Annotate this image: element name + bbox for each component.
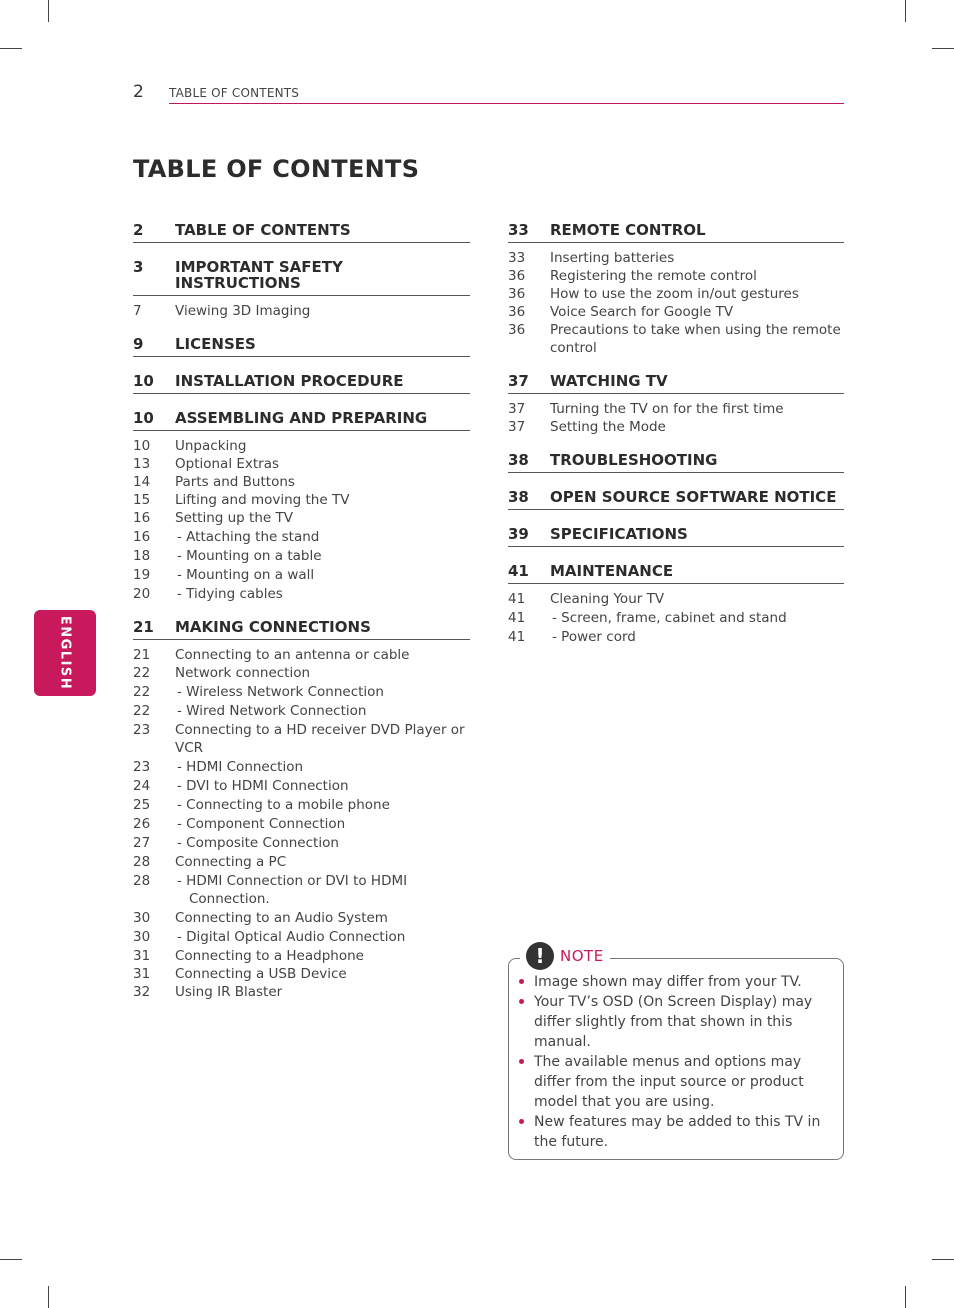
header-title: TABLE OF CONTENTS [169,86,300,100]
toc-entry-page: 13 [133,456,151,472]
toc-section-title: ASSEMBLING AND PREPARING [175,409,428,427]
toc-entry-title: - Connecting to a mobile phone [177,797,390,813]
toc-entry-title: - Wired Network Connection [177,703,367,719]
toc-entry [133,702,470,720]
toc-entry-page: 10 [133,438,151,454]
toc-entry-page: 36 [508,322,526,338]
toc-section-heading [508,222,844,243]
toc-entry-page: 7 [133,303,142,319]
toc-entry-page: 18 [133,548,151,564]
header-page-number: 2 [133,82,144,102]
toc-section [133,410,470,603]
toc-section-page: 38 [508,451,529,469]
note-item-text: The available menus and options may differ from the input source or product model that you are using. [534,1054,804,1110]
toc-entry-title: How to use the zoom in/out gestures [550,286,799,302]
note-item-text: Your TV’s OSD (On Screen Display) may differ slightly from that shown in this manual. [534,994,813,1050]
crop-mark [48,1286,49,1308]
toc-section-page: 3 [133,258,144,276]
toc-entry-page: 26 [133,816,151,832]
toc-section-title: LICENSES [175,335,256,353]
toc-entry-title: - Wireless Network Connection [177,684,384,700]
toc-entry [133,758,470,776]
crop-mark [0,1259,22,1260]
toc-entry-title: Lifting and moving the TV [175,492,350,508]
toc-entry [133,528,470,546]
toc-section-heading [133,259,470,296]
toc-entry [133,796,470,814]
toc-section [133,619,470,1001]
crop-mark [48,0,49,22]
toc-section-heading [133,222,470,243]
toc-section [508,222,844,357]
toc-section-title: TROUBLESHOOTING [550,451,718,469]
toc-entry [133,928,470,946]
toc-section-page: 10 [133,372,154,390]
toc-entry-page: 14 [133,474,151,490]
note-item [518,972,836,992]
toc-entry-title: - HDMI Connection or DVI to HDMI Connection. [177,873,408,907]
toc-entry-page: 32 [133,984,151,1000]
toc-entry-title: Connecting a USB Device [175,966,347,982]
toc-entry-page: 27 [133,835,151,851]
toc-section-page: 37 [508,372,529,390]
toc-entry-title: Setting up the TV [175,510,293,526]
toc-entry-page: 22 [133,684,151,700]
toc-section-heading [133,336,470,357]
toc-entry-title: Connecting to a Headphone [175,948,364,964]
toc-section [508,489,844,510]
toc-entry [133,585,470,603]
toc-section-title: REMOTE CONTROL [550,221,706,239]
toc-entry-page: 16 [133,529,151,545]
bullet-icon [519,1119,524,1124]
toc-section-heading [133,410,470,431]
bullet-icon [519,979,524,984]
toc-entry-title: Connecting a PC [175,854,287,870]
crop-mark [932,1259,954,1260]
toc-entry-page: 36 [508,268,526,284]
toc-entry-page: 23 [133,759,151,775]
toc-entry [508,609,844,627]
toc-entry-title: - Tidying cables [177,586,283,602]
toc-entry-page: 30 [133,929,151,945]
toc-section [508,563,844,646]
toc-entry-title: Parts and Buttons [175,474,295,490]
toc-section-title: INSTALLATION PROCEDURE [175,372,404,390]
toc-entry-title: - Component Connection [177,816,346,832]
toc-entry-page: 28 [133,873,151,889]
toc-entry [508,303,844,321]
toc-entry [508,590,844,608]
crop-mark [932,48,954,49]
toc-entry-page: 31 [133,966,151,982]
toc-entry-page: 23 [133,722,151,738]
toc-entry [133,983,470,1001]
crop-mark [905,0,906,22]
note-item [518,1112,836,1152]
toc-section-page: 38 [508,488,529,506]
toc-entry-title: Unpacking [175,438,247,454]
toc-entry [133,302,470,320]
toc-entry [133,509,470,527]
toc-section-title: MAINTENANCE [550,562,674,580]
toc-entry-page: 41 [508,610,526,626]
toc-entry-title: Cleaning Your TV [550,591,665,607]
bullet-icon [519,1059,524,1064]
toc-entry-page: 20 [133,586,151,602]
toc-section-heading [133,619,470,640]
toc-entry-page: 22 [133,703,151,719]
toc-section-page: 9 [133,335,144,353]
toc-entry [133,853,470,871]
toc-entry [508,321,844,357]
toc-entry [133,815,470,833]
toc-left-column [133,222,470,1017]
toc-entry-page: 36 [508,286,526,302]
toc-entry [133,683,470,701]
toc-entry-title: Connecting to an Audio System [175,910,388,926]
toc-entry-title: - Composite Connection [177,835,339,851]
toc-section-heading [508,563,844,584]
toc-entry-page: 41 [508,591,526,607]
toc-entry-title: Network connection [175,665,311,681]
exclamation-icon: ! [526,942,554,970]
toc-entry [508,628,844,646]
crop-mark [0,48,22,49]
toc-entry [133,566,470,584]
toc-entry-page: 19 [133,567,151,583]
toc-section-heading [508,489,844,510]
note-item-text: Image shown may differ from your TV. [534,974,802,990]
toc-entry-title: - HDMI Connection [177,759,304,775]
toc-section-title: SPECIFICATIONS [550,525,688,543]
toc-section-title: TABLE OF CONTENTS [175,221,351,239]
toc-entry [133,491,470,509]
toc-section-title: IMPORTANT SAFETY INSTRUCTIONS [175,258,343,292]
note-list [518,972,836,1152]
toc-entry-page: 25 [133,797,151,813]
toc-section-page: 2 [133,221,144,239]
toc-section-page: 33 [508,221,529,239]
toc-entry [133,909,470,927]
toc-section [133,373,470,394]
language-tab-label: ENGLISH [57,615,73,691]
toc-entry [508,400,844,418]
toc-section-page: 39 [508,525,529,543]
toc-entry [133,947,470,965]
bullet-icon [519,999,524,1004]
toc-entry-title: Voice Search for Google TV [550,304,734,320]
toc-entry-title: - Attaching the stand [177,529,320,545]
toc-entry-title: Connecting to a HD receiver DVD Player or VCR [175,722,465,756]
toc-entry-page: 36 [508,304,526,320]
toc-entry-page: 37 [508,401,526,417]
toc-section-heading [508,373,844,394]
toc-entry-page: 30 [133,910,151,926]
toc-entry-title: Using IR Blaster [175,984,283,1000]
toc-section [133,336,470,357]
toc-section-heading [133,373,470,394]
toc-section [508,373,844,436]
toc-entry-title: Registering the remote control [550,268,757,284]
toc-entry [133,777,470,795]
note-item-text: New features may be added to this TV in the future. [534,1114,821,1150]
toc-entry-page: 41 [508,629,526,645]
toc-entry-page: 16 [133,510,151,526]
note-item [518,1052,836,1112]
note-badge [520,942,610,970]
toc-section [133,259,470,320]
toc-section-page: 10 [133,409,154,427]
toc-entry-title: Setting the Mode [550,419,666,435]
page-title: TABLE OF CONTENTS [133,155,420,183]
toc-section-title: OPEN SOURCE SOFTWARE NOTICE [550,488,837,506]
toc-entry-title: - Power cord [552,629,636,645]
toc-entry-page: 22 [133,665,151,681]
toc-section [133,222,470,243]
toc-entry-page: 24 [133,778,151,794]
note-label: NOTE [560,947,604,965]
toc-entry-title: Turning the TV on for the first time [550,401,784,417]
toc-entry-title: - Digital Optical Audio Connection [177,929,406,945]
toc-section-title: MAKING CONNECTIONS [175,618,371,636]
header-rule [169,103,844,104]
toc-entry-title: Connecting to an antenna or cable [175,647,410,663]
toc-entry-title: - Mounting on a wall [177,567,315,583]
toc-entry-page: 37 [508,419,526,435]
toc-section-heading [508,526,844,547]
toc-entry [133,721,470,757]
toc-section-page: 21 [133,618,154,636]
toc-entry [133,547,470,565]
language-tab [34,610,96,696]
toc-section-title: WATCHING TV [550,372,668,390]
toc-entry-title: Optional Extras [175,456,280,472]
toc-entry [133,834,470,852]
toc-entry-title: Inserting batteries [550,250,675,266]
toc-right-column [508,222,844,662]
toc-entry [508,285,844,303]
crop-mark [905,1286,906,1308]
toc-entry [133,664,470,682]
toc-entry [133,872,470,908]
toc-entry-title: Precautions to take when using the remote control [550,322,841,356]
toc-section-page: 41 [508,562,529,580]
toc-entry-title: - Mounting on a table [177,548,322,564]
toc-section [508,452,844,473]
toc-entry [508,267,844,285]
toc-entry [133,437,470,455]
toc-entry-page: 31 [133,948,151,964]
toc-entry [133,646,470,664]
toc-entry-title: - DVI to HDMI Connection [177,778,349,794]
toc-entry-page: 28 [133,854,151,870]
toc-entry [508,418,844,436]
toc-entry-title: Viewing 3D Imaging [175,303,311,319]
toc-section [508,526,844,547]
toc-entry [133,455,470,473]
toc-entry-page: 21 [133,647,151,663]
toc-entry-title: - Screen, frame, cabinet and stand [552,610,787,626]
toc-entry-page: 15 [133,492,151,508]
toc-entry-page: 33 [508,250,526,266]
toc-entry [133,965,470,983]
toc-section-heading [508,452,844,473]
toc-entry [508,249,844,267]
note-item [518,992,836,1052]
toc-entry [133,473,470,491]
